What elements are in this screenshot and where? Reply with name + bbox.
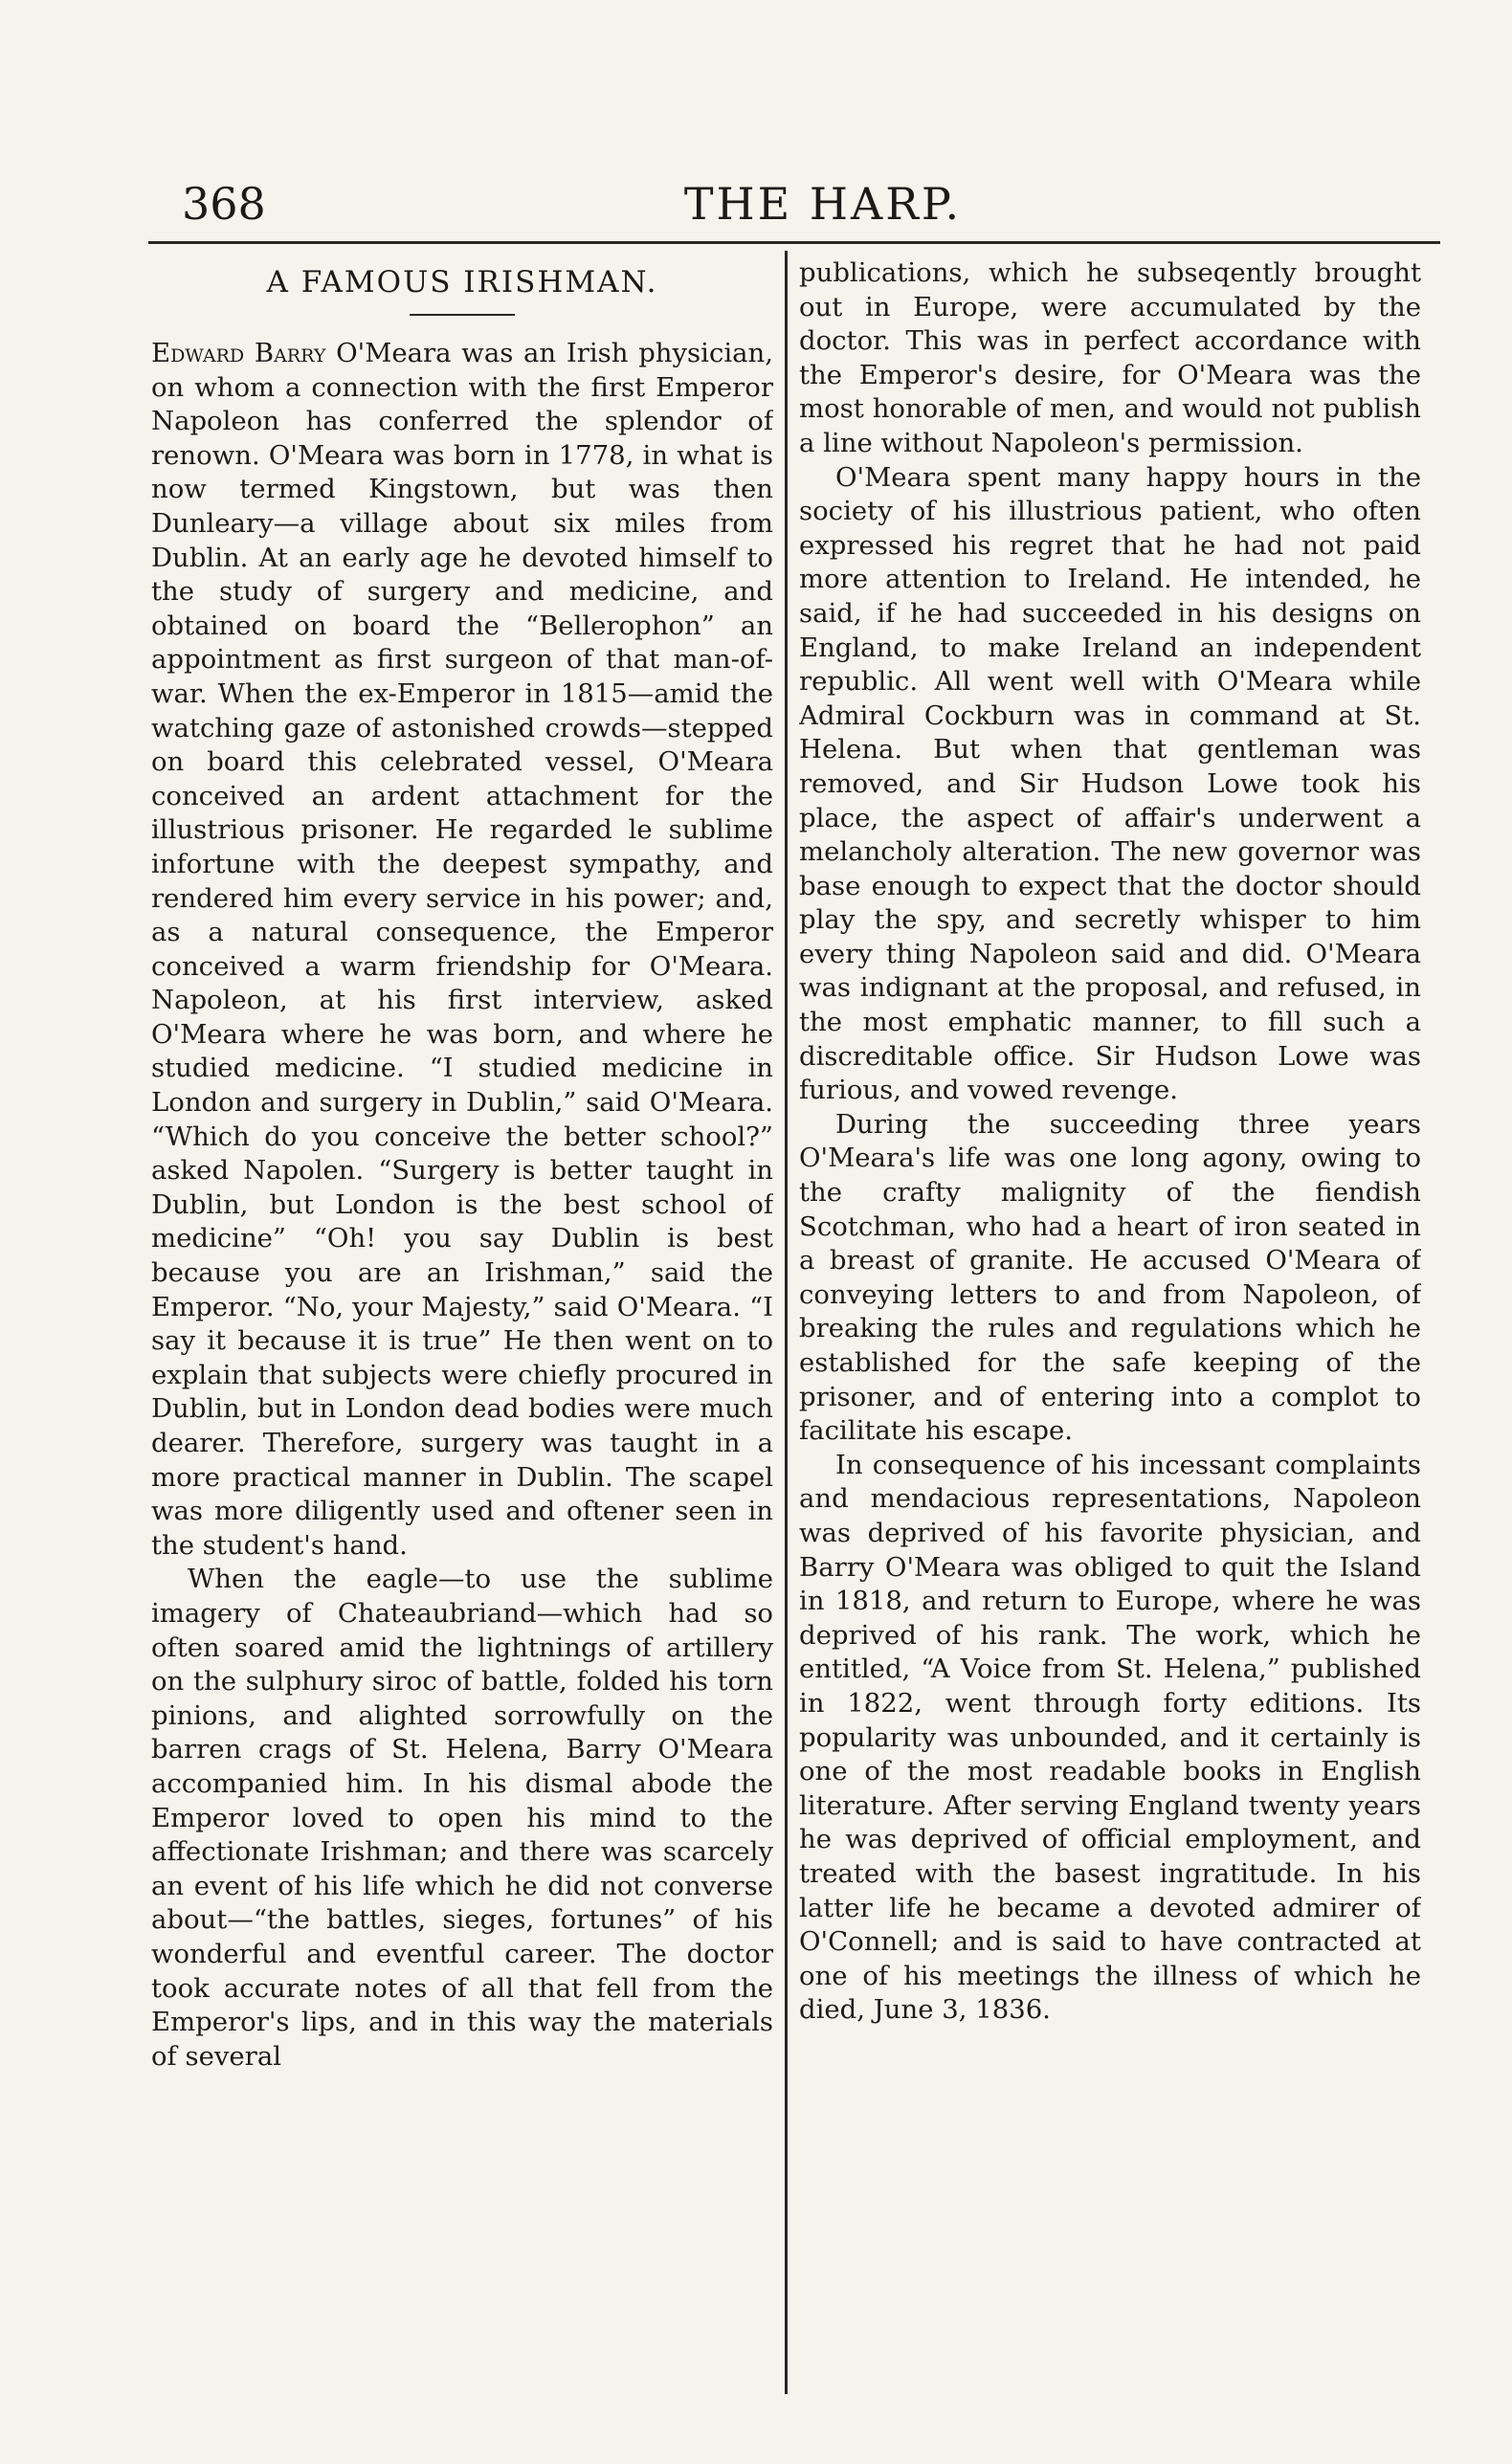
lead-name: Edward Barry <box>151 338 326 368</box>
paragraph-5: In consequence of his incessant complaints and mendacious representations, Napoleon was deprived of his favorite physician, and Barry O'Meara was obliged to quit the Island in 1818, and return to Europe, where he was deprived of his rank. The work, which he entitled, “A Voice from St. Helena,” published in 1822, went through forty editions. Its popularity was unbounded, and it certainly is one of the most readable books in English literature. After serving England twenty years he was deprived of official employment, and treated with the basest ingratitude. In his latter life he became a devoted admirer of O'Connell; and is said to have contracted at one of his meetings the illness of which he died, June 3, 1836. <box>799 1449 1421 2026</box>
paragraph-2: When the eagle—to use the sublime imagery of Chateaubriand—which had so often soared amid the lightnings of artillery on the sulphury siroc of battle, folded his torn pinions, and alighted sorrowfully on the barren crags of St. Helena, Barry O'Meara accompanied him. In his dismal abode the Emperor loved to open his mind to the affectionate Irishman; and there was scarcely an event of his life which he did not converse about—“the battles, sieges, fortunes” of his wonderful and eventful career. The doctor took accurate notes of all that fell from the Emperor's lips, and in this way the materials of several <box>151 1564 773 2072</box>
column-divider <box>785 251 788 2394</box>
page-number: 368 <box>182 178 266 230</box>
header-rule <box>148 241 1440 244</box>
paragraph-1 <box>151 337 773 1563</box>
article-title: A FAMOUS IRISHMAN. <box>266 265 658 300</box>
paragraph-3: O'Meara spent many happy hours in the society of his illustrious patient, who often expressed his regret that he had not paid more attention to Ireland. He intended, he said, if he had succeeded in his designs on England, to make Ireland an independent republic. All went well with O'Meara while Admiral Cockburn was in command at St. Helena. But when that gentleman was removed, and Sir Hudson Lowe took his place, the aspect of affair's underwent a melancholy alteration. The new governor was base enough to expect that the doctor should play the spy, and secretly whisper to him every thing Napoleon said and did. O'Meara was indignant at the proposal, and refused, in the most emphatic manner, to fill such a discreditable office. Sir Hudson Lowe was furious, and vowed revenge. <box>799 461 1421 1106</box>
paragraph-4: During the succeeding three years O'Meara's life was one long agony, owing to the crafty malignity of the fiendish Scotchman, who had a heart of iron seated in a breast of granite. He accused O'Meara of conveying letters to and from Napoleon, of breaking the rules and regulations which he established for the safe keeping of the prisoner, and of entering into a complot to facilitate his escape. <box>799 1108 1421 1447</box>
title-rule <box>410 314 515 316</box>
right-column <box>799 256 1421 2390</box>
left-column <box>151 256 773 2390</box>
page-header <box>182 170 1464 237</box>
paragraph-1-text: O'Meara was an Irish physician, on whom a connection with the first Emperor Napoleon has conferred the splendor of renown. O'Meara was born in 1778, in what is now termed Kingstown, but was then Dunleary—a village about six miles from Dublin. At an early age he devoted himself to the study of surgery and medicine, and obtained on board the “Bellerophon” an appointment as first surgeon of that man-of-war. When the ex-Emperor in 1815—amid the watching gaze of astonished crowds—stepped on board this celebrated vessel, O'Meara conceived an ardent attachment for the illustrious prisoner. He regarded le sublime infortune with the deepest sympathy, and rendered him every service in his power; and, as a natural consequence, the Emperor conceived a warm friendship for O'Meara. Napoleon, at his first interview, asked O'Meara where he was born, and where he studied medicine. “I studied medicine in London and surgery in Dublin,” said O'Meara. “Which do you conceive the better school?” asked Napolen. “Surgery is better taught in Dublin, but London is the best school of medicine” “Oh! you say Dublin is best because you are an Irishman,” said the Emperor. “No, your Majesty,” said O'Meara. “I say it because it is true” He then went on to explain that subjects were chiefly procured in Dublin, but in London dead bodies were much dearer. Therefore, surgery was taught in a more practical manner in Dublin. The scapel was more diligently used and oftener seen in the student's hand. <box>151 338 773 1561</box>
running-title: THE HARP. <box>683 178 963 230</box>
paragraph-2-continued: publications, which he subseqently brought out in Europe, were accumulated by the doctor. This was in perfect accordance with the Emperor's desire, for O'Meara was the most honorable of men, and would not publish a line without Napoleon's permission. <box>799 257 1421 458</box>
